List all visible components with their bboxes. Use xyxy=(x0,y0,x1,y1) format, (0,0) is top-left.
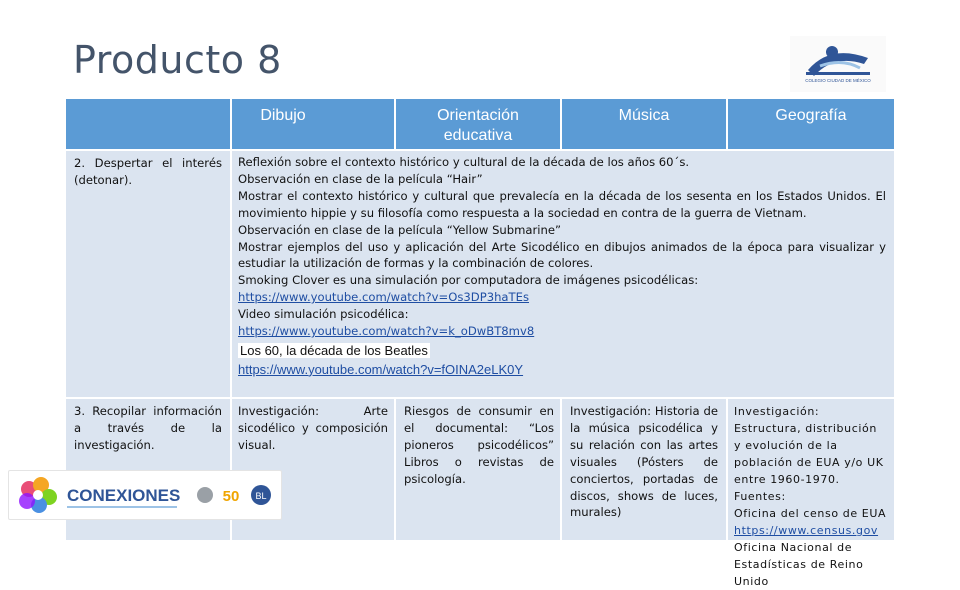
conexiones-logo-icon xyxy=(9,471,281,519)
year-badge: 50 xyxy=(222,488,240,505)
header-dibujo: Dibujo xyxy=(232,99,394,149)
content-line: Observación en clase de la película “Hair” xyxy=(238,171,483,186)
content-line: estudiar la utilización de formas y la combinación de colores. xyxy=(238,256,594,271)
page-title: Producto 8 xyxy=(73,38,282,82)
content-line: Mostrar el contexto histórico y cultural que prevalecía en la década de los sesenta en los Estados Unidos. El xyxy=(238,188,886,203)
header-geografia: Geografía xyxy=(728,99,894,149)
header-orientacion: Orientación educativa xyxy=(396,99,560,149)
header-musica: Música xyxy=(562,99,726,149)
geo-text: Oficina Nacional de Estadísticas de Reino Unido xyxy=(734,541,864,588)
conexiones-logo xyxy=(8,470,282,520)
highlighted-text: Los 60, la década de los Beatles xyxy=(240,342,428,358)
school-crest-icon xyxy=(790,36,886,92)
geo-text: Fuentes: xyxy=(734,490,786,503)
row-label: 3. Recopilar información a través de la investigación. xyxy=(66,399,230,540)
content-line: Smoking Clover es una simulación por computadora de imágenes psicodélicas: xyxy=(238,273,699,288)
cell-musica: Investigación: Historia de la música psicodélica y su relación con las artes visuales (Pósters de conciertos, portadas de discos, shows de luces, murales) xyxy=(562,399,726,540)
school-logo-text: COLEGIO CIUDAD DE MÉXICO xyxy=(805,78,871,83)
geo-text: Investigación: Estructura, distribución y evolución de la población de EUA y/o UK entre 1960-1970. xyxy=(734,405,884,486)
youtube-link-1[interactable]: https://www.youtube.com/watch?v=Os3DP3haTEs xyxy=(238,290,529,305)
cell-geografia xyxy=(728,399,894,588)
cell-orientacion: Riesgos de consumir en el documental: “Los pioneros psicodélicos” Libros o revistas de psicología. xyxy=(396,399,560,540)
census-link[interactable]: https://www.census.gov xyxy=(734,524,879,537)
geo-text: Oficina del censo de EUA xyxy=(734,507,887,520)
content-line: Observación en clase de la película “Yellow Submarine” xyxy=(238,222,562,237)
youtube-link-3[interactable]: https://www.youtube.com/watch?v=fOINA2eLK0Y xyxy=(238,361,524,377)
youtube-link-2[interactable]: https://www.youtube.com/watch?v=k_oDwBT8mv8 xyxy=(238,324,535,339)
row-content xyxy=(232,151,894,397)
content-line: Mostrar ejemplos del uso y aplicación del Arte Sicodélico en dibujos animados de la época para visualizar y xyxy=(238,239,886,254)
content-line: Video simulación psicodélica: xyxy=(238,307,409,322)
header-empty xyxy=(66,99,230,149)
content-line: movimiento hippie y su filosofía como respuesta a la sociedad en contra de la guerra de Vietnam. xyxy=(238,205,807,220)
cell-dibujo: Investigación: Arte sicodélico y composición visual. xyxy=(232,399,394,540)
conexiones-brand: CONEXIONES xyxy=(67,486,181,505)
content-line: Reflexión sobre el contexto histórico y cultural de la década de los años 60´s. xyxy=(238,155,690,169)
row-label: 2. Despertar el interés (detonar). xyxy=(66,151,230,397)
badge-right: BL xyxy=(255,491,267,501)
